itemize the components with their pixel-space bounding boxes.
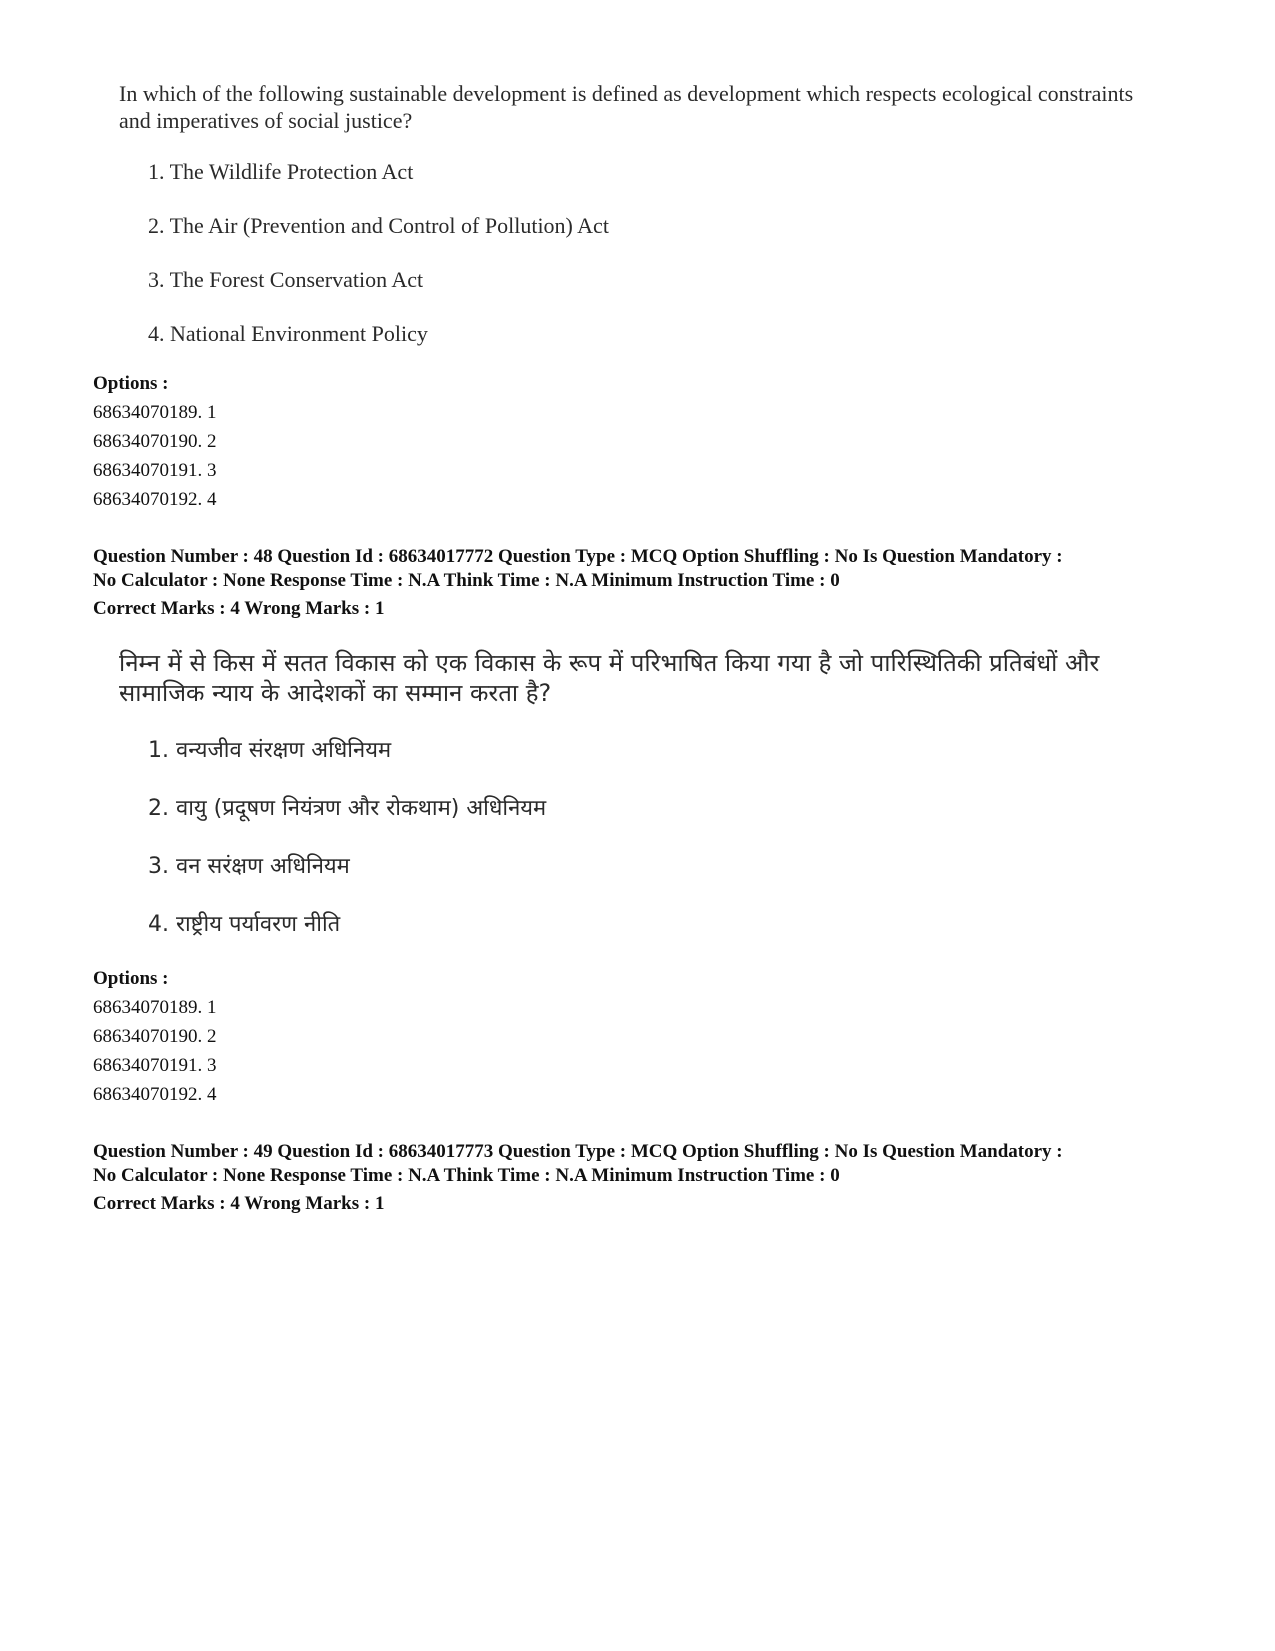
question-48-statements [148, 737, 546, 938]
option-item: 68634070190. 2 [93, 1026, 217, 1047]
options-label: Options : [93, 373, 169, 394]
question-48-text: निम्न में से किस में सतत विकास को एक विकास के रूप में परिभाषित किया गया है जो पारिस्थितिकी प्रतिबंधों और सामाजिक न्याय के आदेशकों का सम्मान करता है? [119, 649, 1100, 707]
question-49-meta [93, 1140, 1193, 1216]
statement-item: 4. राष्ट्रीय पर्यावरण नीति [148, 912, 341, 937]
option-item: 68634070190. 2 [93, 431, 217, 452]
statement-item: 2. The Air (Prevention and Control of Pollution) Act [148, 213, 609, 238]
meta-line: Question Number : 48 Question Id : 68634017772 Question Type : MCQ Option Shuffling : No Is Question Mandatory : [93, 546, 1063, 567]
question-47-statements [148, 158, 609, 347]
option-item: 68634070189. 1 [93, 402, 217, 423]
statement-item: 2. वायु (प्रदूषण नियंत्रण और रोकथाम) अधिनियम [148, 796, 547, 821]
meta-line: Question Number : 49 Question Id : 68634017773 Question Type : MCQ Option Shuffling : No Is Question Mandatory : [93, 1141, 1063, 1162]
option-item: 68634070192. 4 [93, 1084, 217, 1105]
option-item: 68634070191. 3 [93, 1055, 217, 1076]
statement-item: 4. National Environment Policy [148, 321, 428, 346]
question-47-options [93, 369, 217, 514]
meta-line: No Calculator : None Response Time : N.A Think Time : N.A Minimum Instruction Time : 0 [93, 570, 840, 591]
question-47-text: In which of the following sustainable development is defined as development which respects ecological constraints and imperatives of social justice? [119, 81, 1134, 133]
statement-item: 3. वन सरंक्षण अधिनियम [148, 854, 350, 879]
statement-item: 1. वन्यजीव संरक्षण अधिनियम [148, 738, 392, 763]
statement-item: 1. The Wildlife Protection Act [148, 159, 414, 184]
options-label: Options : [93, 968, 169, 989]
option-item: 68634070189. 1 [93, 997, 217, 1018]
question-48-options [93, 964, 217, 1109]
meta-line: No Calculator : None Response Time : N.A Think Time : N.A Minimum Instruction Time : 0 [93, 1165, 840, 1186]
marks-line: Correct Marks : 4 Wrong Marks : 1 [93, 598, 385, 619]
option-item: 68634070192. 4 [93, 489, 217, 510]
question-48-meta [93, 545, 1193, 621]
option-item: 68634070191. 3 [93, 460, 217, 481]
statement-item: 3. The Forest Conservation Act [148, 267, 424, 292]
marks-line: Correct Marks : 4 Wrong Marks : 1 [93, 1193, 385, 1214]
